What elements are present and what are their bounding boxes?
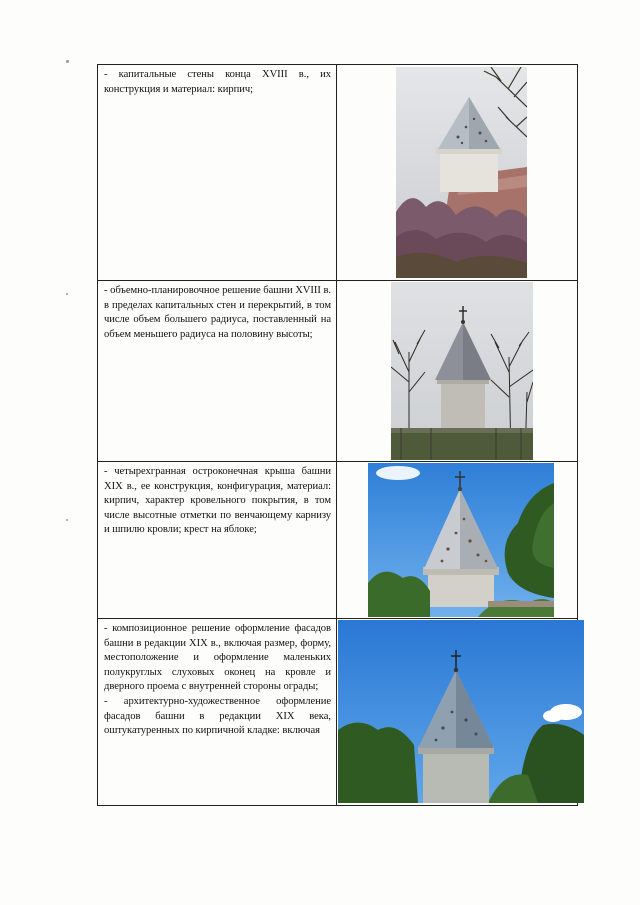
tower-photo-4	[338, 620, 584, 803]
table-row	[98, 619, 578, 806]
protected-features-table	[97, 64, 578, 806]
feature-description-cell	[98, 619, 337, 806]
scan-dot	[66, 519, 68, 521]
feature-description: - капитальные стены конца XVIII в., их конструкция и материал: кирпич;	[104, 69, 331, 95]
feature-description-continued: - архитектурно-художественное оформление фасадов башни в редакции XIX века, оштукатуренных по кирпичной кладке: включая	[104, 695, 331, 737]
scan-dot	[66, 293, 68, 295]
scan-dot	[66, 60, 69, 63]
photo-cell	[337, 281, 578, 462]
table-row	[98, 281, 578, 462]
table-row	[98, 462, 578, 619]
feature-description: - объемно-планировочное решение башни XVIII в. в пределах капитальных стен и перекрытий, в том числе объем большего радиуса, поставленный на объем меньшего радиуса на половину высоты;	[104, 285, 331, 340]
photo-cell	[337, 462, 578, 619]
tower-photo-1	[396, 67, 527, 278]
tower-photo-icon	[368, 463, 554, 617]
feature-description: - четырехгранная остроконечная крыша башни XIX в., ее конструкция, конфигурация, материал: кирпич, характер кровельного покрытия, в том числе высотные отметки по венчающему карнизу и шпилю кровли; крест на яблоке;	[104, 466, 331, 536]
photo-cell	[337, 619, 578, 806]
photo-cell	[337, 65, 578, 281]
tower-photo-icon	[391, 282, 533, 460]
tower-photo-2	[391, 282, 533, 460]
tower-photo-icon	[396, 67, 527, 278]
feature-description-cell	[98, 462, 337, 619]
feature-description-cell	[98, 281, 337, 462]
table-row	[98, 65, 578, 281]
feature-description-cell	[98, 65, 337, 281]
tower-photo-3	[368, 463, 554, 617]
tower-photo-icon	[338, 620, 584, 803]
feature-description: - композиционное решение оформление фасадов башни в редакции XIX в., включая размер, форму, местоположение и оформление маленьких полукруглых слуховых оконец на кровле и дверного проема с внутренней стороны ограды;	[104, 623, 331, 693]
